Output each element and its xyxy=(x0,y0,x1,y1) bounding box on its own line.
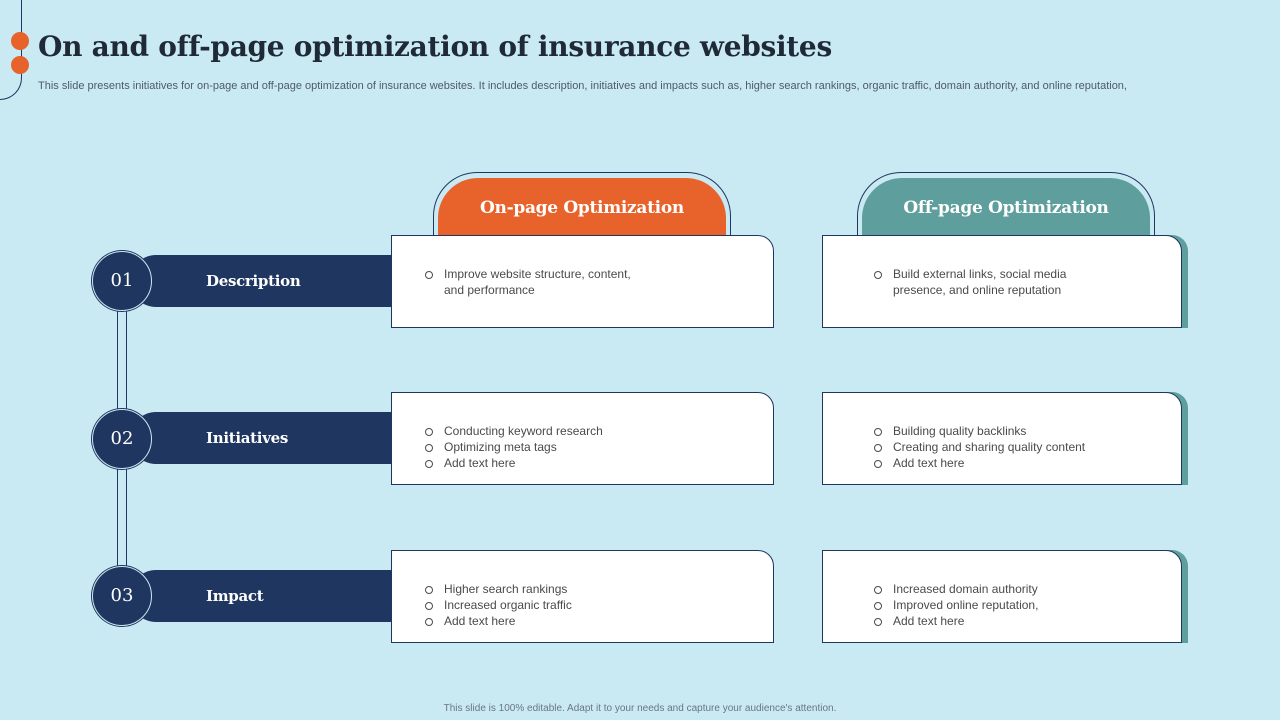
off-page-header: Off-page Optimization xyxy=(862,178,1150,242)
row-number-01: 01 xyxy=(92,251,152,311)
list-item: Optimizing meta tags xyxy=(425,439,753,455)
slide-title: On and off-page optimization of insurance websites xyxy=(38,30,832,63)
row-number-03: 03 xyxy=(92,566,152,626)
list-item: Increased organic traffic xyxy=(425,597,753,613)
off-page-header-outline xyxy=(857,172,1155,242)
orange-dot-decoration xyxy=(11,56,29,74)
off-page-description-list xyxy=(874,266,1161,298)
on-page-description-box xyxy=(391,235,774,328)
list-item: Improve website structure, content, xyxy=(425,266,753,282)
list-item: Higher search rankings xyxy=(425,581,753,597)
list-item: Add text here xyxy=(425,613,753,629)
off-page-initiatives-box xyxy=(822,392,1182,485)
on-page-description-list xyxy=(425,266,753,298)
list-item: Add text here xyxy=(874,455,1161,471)
slide-subtitle: This slide presents initiatives for on-page and off-page optimization of insurance websites. It includes description, initiatives and impacts such as, higher search rankings, organic traffic, domain authority, and online reputation, xyxy=(38,80,1127,92)
list-item: Add text here xyxy=(425,455,753,471)
list-item: Add text here xyxy=(874,613,1161,629)
corner-decoration-line xyxy=(0,0,22,100)
on-page-initiatives-list xyxy=(425,423,753,471)
on-page-impact-box xyxy=(391,550,774,643)
row-number-02: 02 xyxy=(92,409,152,469)
off-page-description-box xyxy=(822,235,1182,328)
row-label-bar-impact xyxy=(130,570,392,622)
off-page-impact-list xyxy=(874,581,1161,629)
list-item-continuation: presence, and online reputation xyxy=(893,283,1062,297)
list-item: Building quality backlinks xyxy=(874,423,1161,439)
on-page-impact-list xyxy=(425,581,753,629)
slide-footer-note: This slide is 100% editable. Adapt it to your needs and capture your audience's attention. xyxy=(443,703,837,714)
list-item: Increased domain authority xyxy=(874,581,1161,597)
list-item: Improved online reputation, xyxy=(874,597,1161,613)
row-label-bar-description xyxy=(130,255,392,307)
on-page-initiatives-box xyxy=(391,392,774,485)
row-label-bar-initiatives xyxy=(130,412,392,464)
list-item: Conducting keyword research xyxy=(425,423,753,439)
off-page-initiatives-list xyxy=(874,423,1161,471)
row-label-initiatives: Initiatives xyxy=(206,429,288,447)
list-item: Build external links, social media xyxy=(874,266,1161,282)
row-label-description: Description xyxy=(206,272,301,290)
on-page-header-outline xyxy=(433,172,731,242)
list-item: Creating and sharing quality content xyxy=(874,439,1161,455)
orange-dot-decoration xyxy=(11,32,29,50)
row-label-impact: Impact xyxy=(206,587,264,605)
list-item-continuation: and performance xyxy=(444,283,535,297)
on-page-header: On-page Optimization xyxy=(438,178,726,242)
off-page-impact-box xyxy=(822,550,1182,643)
